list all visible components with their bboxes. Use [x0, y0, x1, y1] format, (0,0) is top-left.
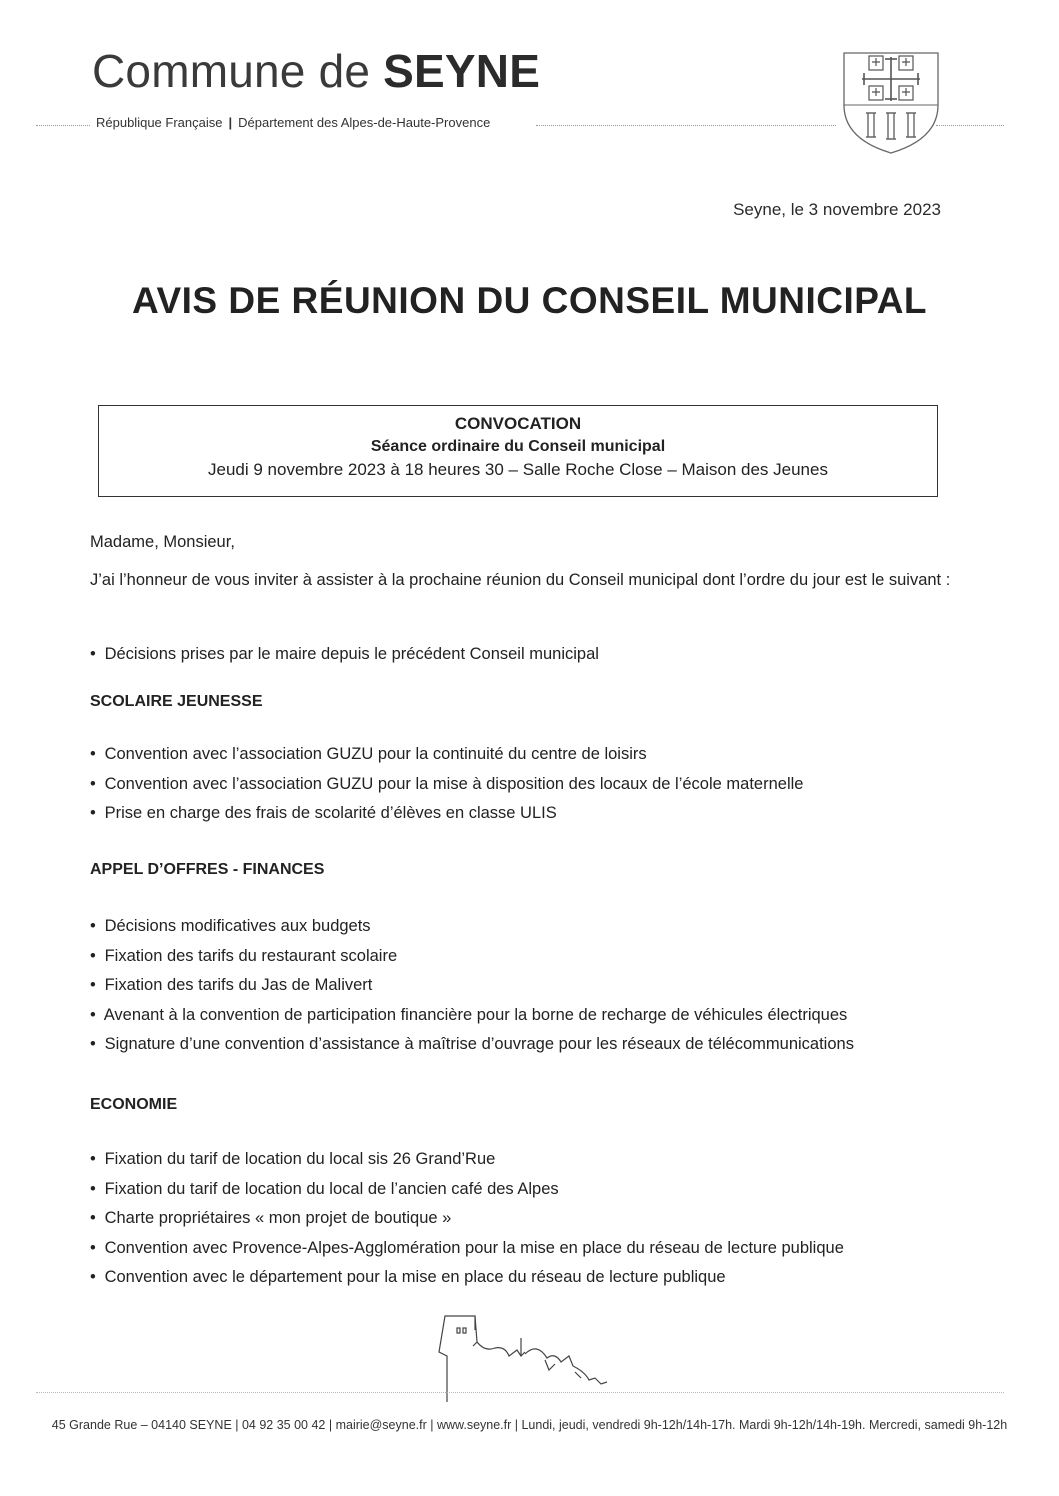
list-item [90, 971, 854, 1001]
commune-title-prefix: Commune de [92, 45, 371, 97]
bullet: • [90, 917, 96, 935]
convocation-detail: Jeudi 9 novembre 2023 à 18 heures 30 – Salle Roche Close – Maison des Jeunes [208, 460, 828, 479]
bullet: • [90, 946, 96, 965]
commune-title-name: SEYNE [383, 45, 541, 97]
list-item [90, 942, 854, 972]
agenda-list [90, 740, 803, 829]
list-item-text: Fixation du tarif de location du local de l’ancien café des Alpes [104, 1179, 559, 1198]
header-subtitle [96, 115, 490, 130]
bullet: • [90, 1005, 96, 1024]
list-item [90, 1204, 844, 1234]
bullet: • [90, 1179, 96, 1198]
bullet: • [90, 1268, 96, 1286]
list-item [90, 640, 599, 670]
list-item-text: Convention avec l’association GUZU pour la continuité du centre de loisirs [104, 745, 647, 763]
list-item-text: Fixation des tarifs du restaurant scolaire [104, 946, 398, 965]
list-item-text: Fixation des tarifs du Jas de Malivert [104, 976, 373, 994]
republique-label: République Française [96, 115, 223, 130]
section-heading: SCOLAIRE JEUNESSE [90, 693, 263, 710]
bullet: • [90, 804, 96, 822]
list-item [90, 1145, 844, 1175]
header-separator: | [228, 115, 233, 130]
convocation-title: CONVOCATION [454, 414, 582, 433]
page-title: AVIS DE RÉUNION DU CONSEIL MUNICIPAL [131, 280, 928, 321]
list-item [90, 1030, 854, 1060]
divider [936, 125, 1004, 126]
document-date: Seyne, le 3 novembre 2023 [733, 200, 941, 219]
agenda-list [90, 912, 854, 1060]
list-item [90, 799, 803, 829]
list-item-text: Convention avec le département pour la mise en place du réseau de lecture publique [104, 1268, 726, 1286]
agenda-list [90, 640, 599, 670]
list-item-text: Convention avec Provence-Alpes-Agglomération pour la mise en place du réseau de lecture publique [104, 1238, 844, 1257]
divider [536, 125, 836, 126]
list-item-text: Charte propriétaires « mon projet de boutique » [104, 1209, 452, 1227]
footer-divider [36, 1392, 1004, 1393]
bullet: • [90, 745, 96, 763]
list-item-text: Avenant à la convention de participation financière pour la borne de recharge de véhicules électriques [103, 1005, 848, 1024]
section-heading: ECONOMIE [90, 1096, 178, 1113]
list-item-text: Décisions modificatives aux budgets [104, 917, 371, 935]
list-item [90, 1263, 844, 1293]
village-tower-sketch-icon [425, 1312, 615, 1404]
agenda-list [90, 1145, 844, 1293]
bullet: • [90, 1209, 96, 1227]
footer-contact: 45 Grande Rue – 04140 SEYNE | 04 92 35 00 42 | mairie@seyne.fr | www.seyne.fr | Lundi, jeudi, vendredi 9h-12h/14h-17h. Mardi 9h-12h/14h-19h. Mercredi, samedi 9h-12h [51, 1418, 1008, 1432]
bullet: • [90, 645, 96, 663]
bullet: • [90, 1035, 96, 1053]
convocation-subtitle: Séance ordinaire du Conseil municipal [370, 438, 666, 455]
list-item [90, 1175, 844, 1205]
list-item-text: Prise en charge des frais de scolarité d’élèves en classe ULIS [104, 804, 557, 822]
list-item [90, 1234, 844, 1264]
bullet: • [90, 774, 96, 793]
commune-title [92, 44, 540, 98]
list-item [90, 912, 854, 942]
bullet: • [90, 1150, 96, 1168]
list-item [90, 740, 803, 770]
section-heading: APPEL D’OFFRES - FINANCES [90, 861, 325, 878]
bullet: • [90, 1238, 96, 1257]
salutation: Madame, Monsieur, [90, 533, 235, 551]
convocation-box [98, 405, 938, 497]
intro-paragraph: J’ai l’honneur de vous inviter à assister à la prochaine réunion du Conseil municipal dont l’ordre du jour est le suivant : [90, 571, 951, 589]
coat-of-arms-icon [838, 47, 944, 157]
divider [36, 125, 90, 126]
list-item-text: Signature d’une convention d’assistance à maîtrise d’ouvrage pour les réseaux de télécommunications [104, 1035, 854, 1053]
list-item [90, 770, 803, 800]
bullet: • [90, 976, 96, 994]
list-item-text: Convention avec l’association GUZU pour la mise à disposition des locaux de l’école maternelle [104, 774, 804, 793]
list-item-text: Décisions prises par le maire depuis le précédent Conseil municipal [104, 645, 599, 663]
list-item-text: Fixation du tarif de location du local sis 26 Grand’Rue [104, 1150, 496, 1168]
list-item [90, 1001, 854, 1031]
departement-label: Département des Alpes-de-Haute-Provence [238, 115, 491, 130]
